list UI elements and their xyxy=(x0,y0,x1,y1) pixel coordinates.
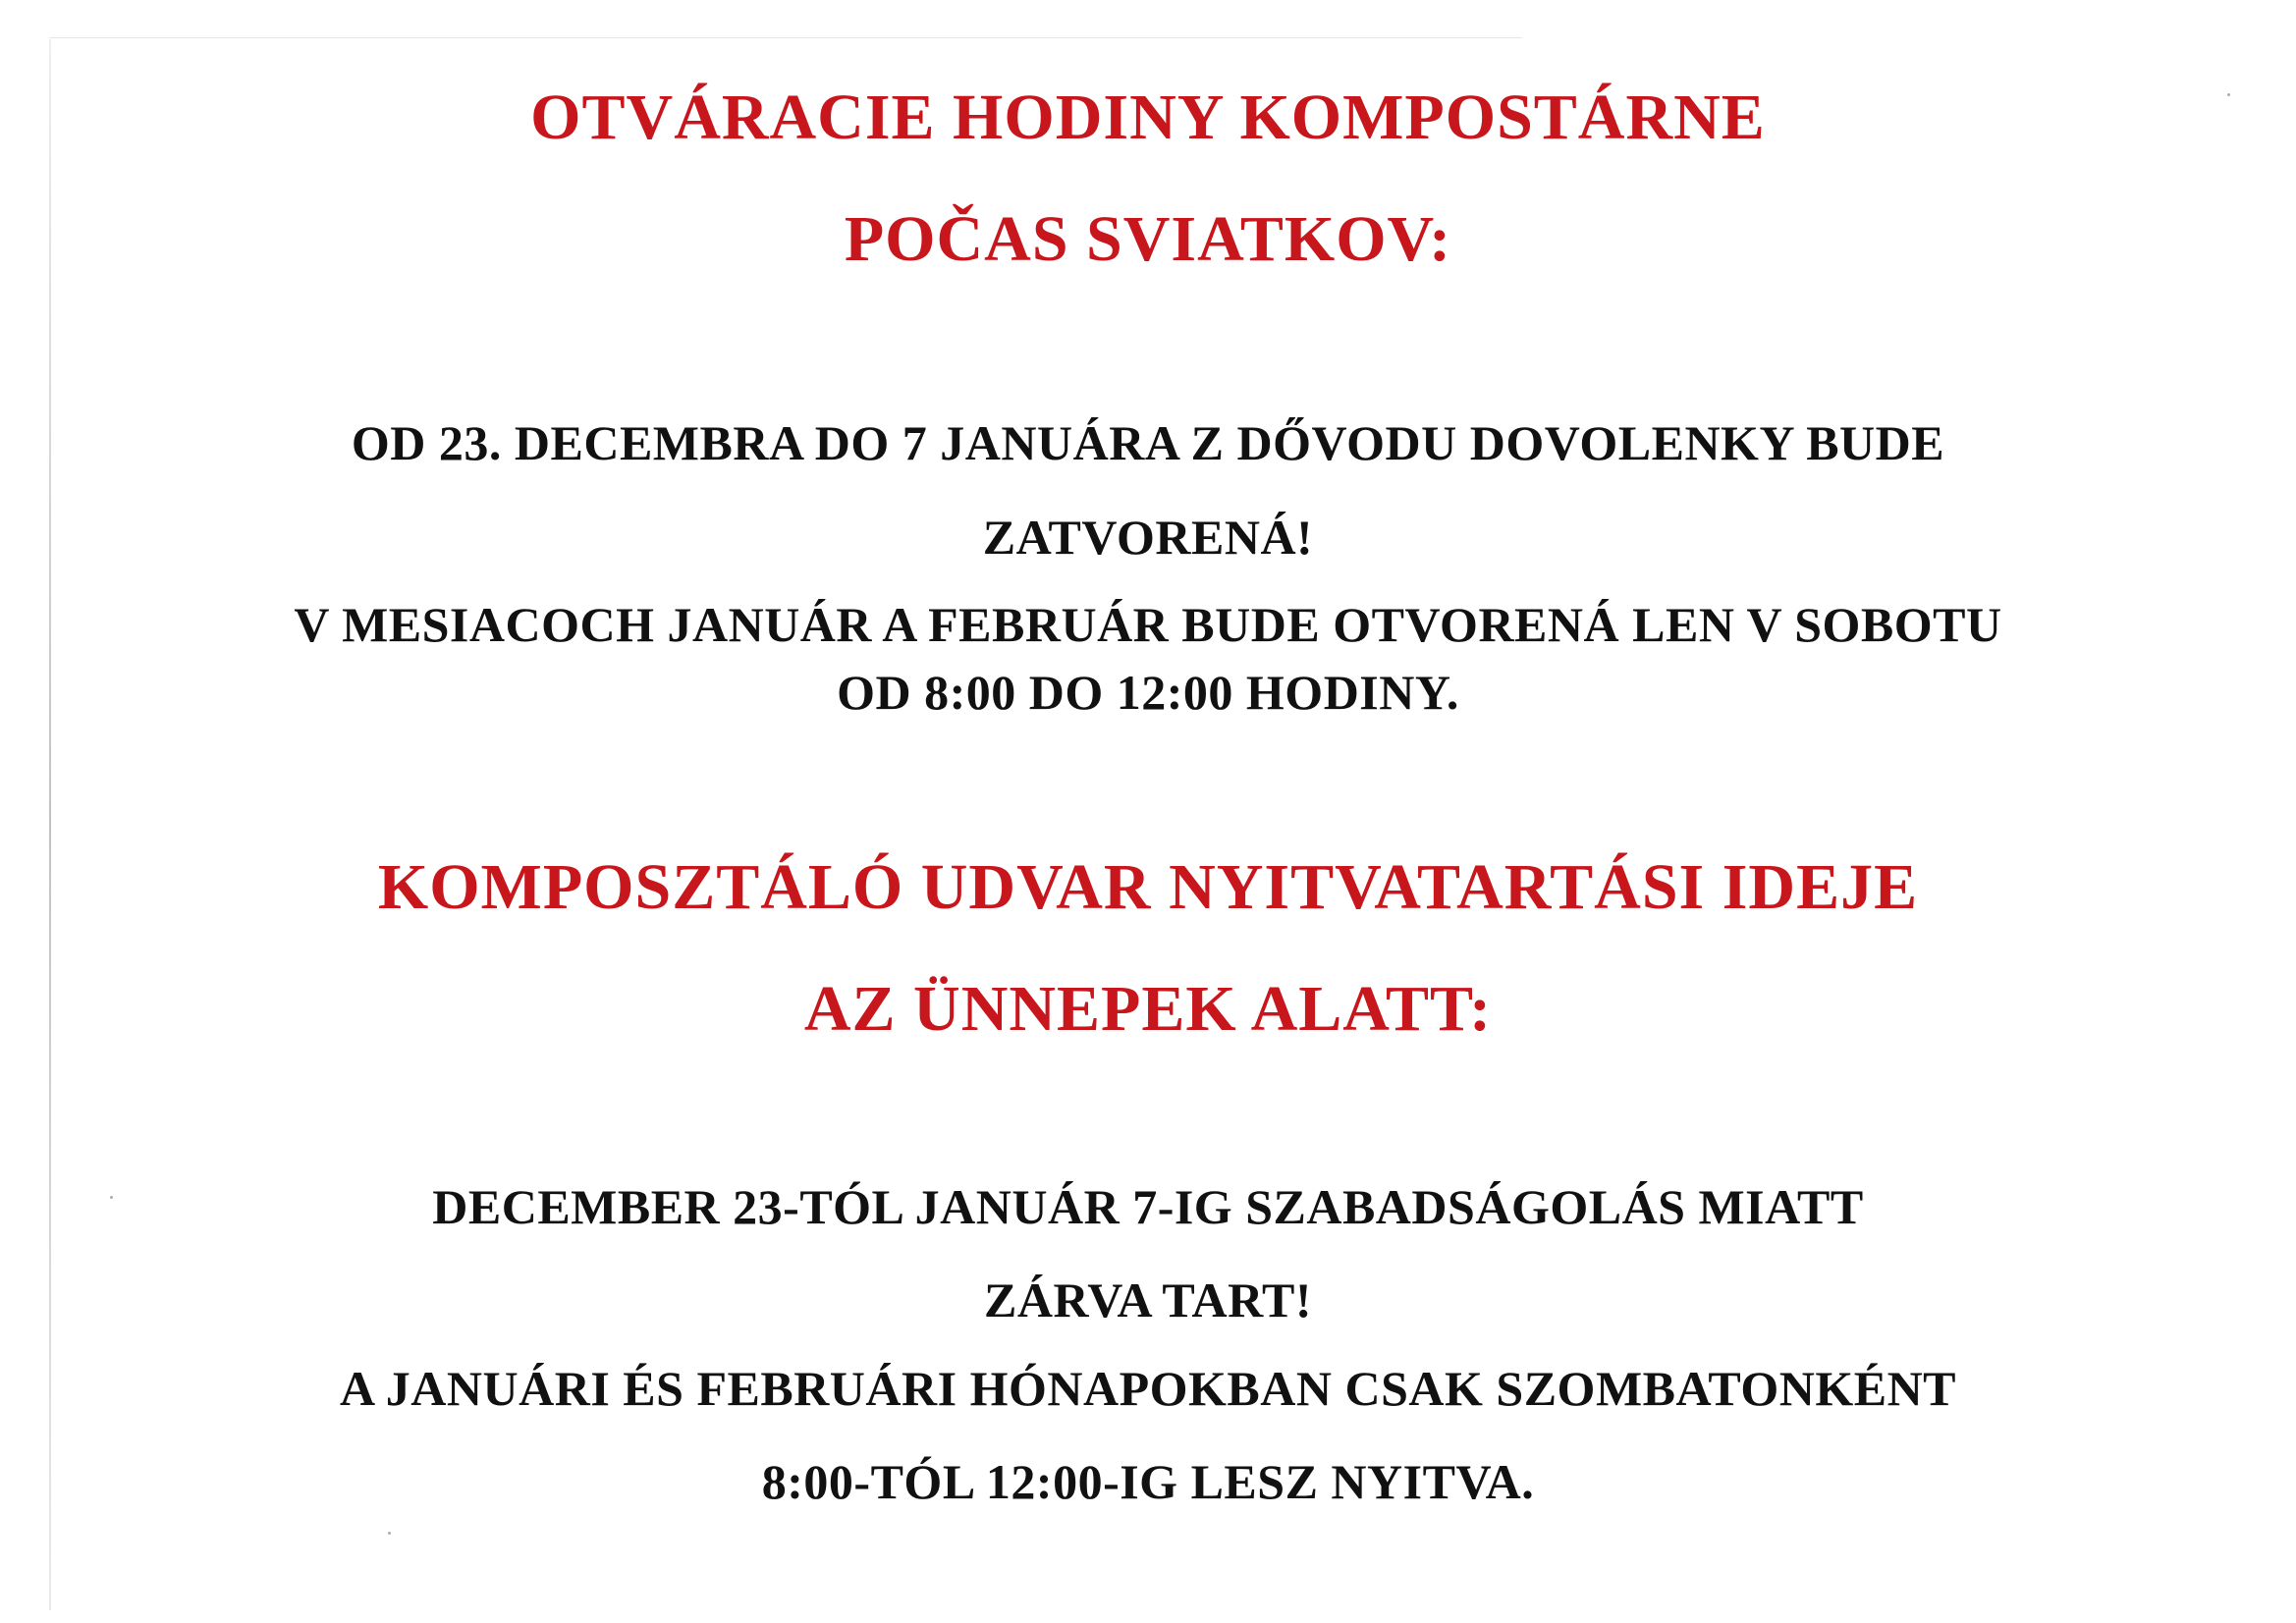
body-hu-line-2: ZÁRVA TART! xyxy=(983,1272,1312,1327)
heading-hu-line-1: KOMPOSZTÁLÓ UDVAR NYITVATARTÁSI IDEJE xyxy=(377,851,1919,923)
body-sk-line-4: OD 8:00 DO 12:00 HODINY. xyxy=(837,665,1459,720)
scan-speck xyxy=(388,1532,391,1535)
body-hu-line-3: A JANUÁRI ÉS FEBRUÁRI HÓNAPOKBAN CSAK SZOMBATONKÉNT xyxy=(339,1361,1957,1416)
heading-sk-line-1: OTVÁRACIE HODINY KOMPOSTÁRNE xyxy=(530,81,1766,153)
body-sk-line-3: V MESIACOCH JANUÁR A FEBRUÁR BUDE OTVORENÁ LEN V SOBOTU xyxy=(294,597,2002,652)
scan-edge-top xyxy=(49,37,1522,38)
heading-sk-line-2: POČAS SVIATKOV: xyxy=(844,203,1452,275)
body-hu-line-4: 8:00-TÓL 12:00-IG LESZ NYITVA. xyxy=(761,1454,1535,1509)
body-sk-line-2: ZATVORENÁ! xyxy=(982,510,1314,565)
heading-hu-line-2: AZ ÜNNEPEK ALATT: xyxy=(803,973,1493,1045)
body-hu-line-1: DECEMBER 23-TÓL JANUÁR 7-IG SZABADSÁGOLÁS MIATT xyxy=(432,1179,1864,1234)
body-sk-line-1: OD 23. DECEMBRA DO 7 JANUÁRA Z DŐVODU DOVOLENKY BUDE xyxy=(351,415,1945,470)
